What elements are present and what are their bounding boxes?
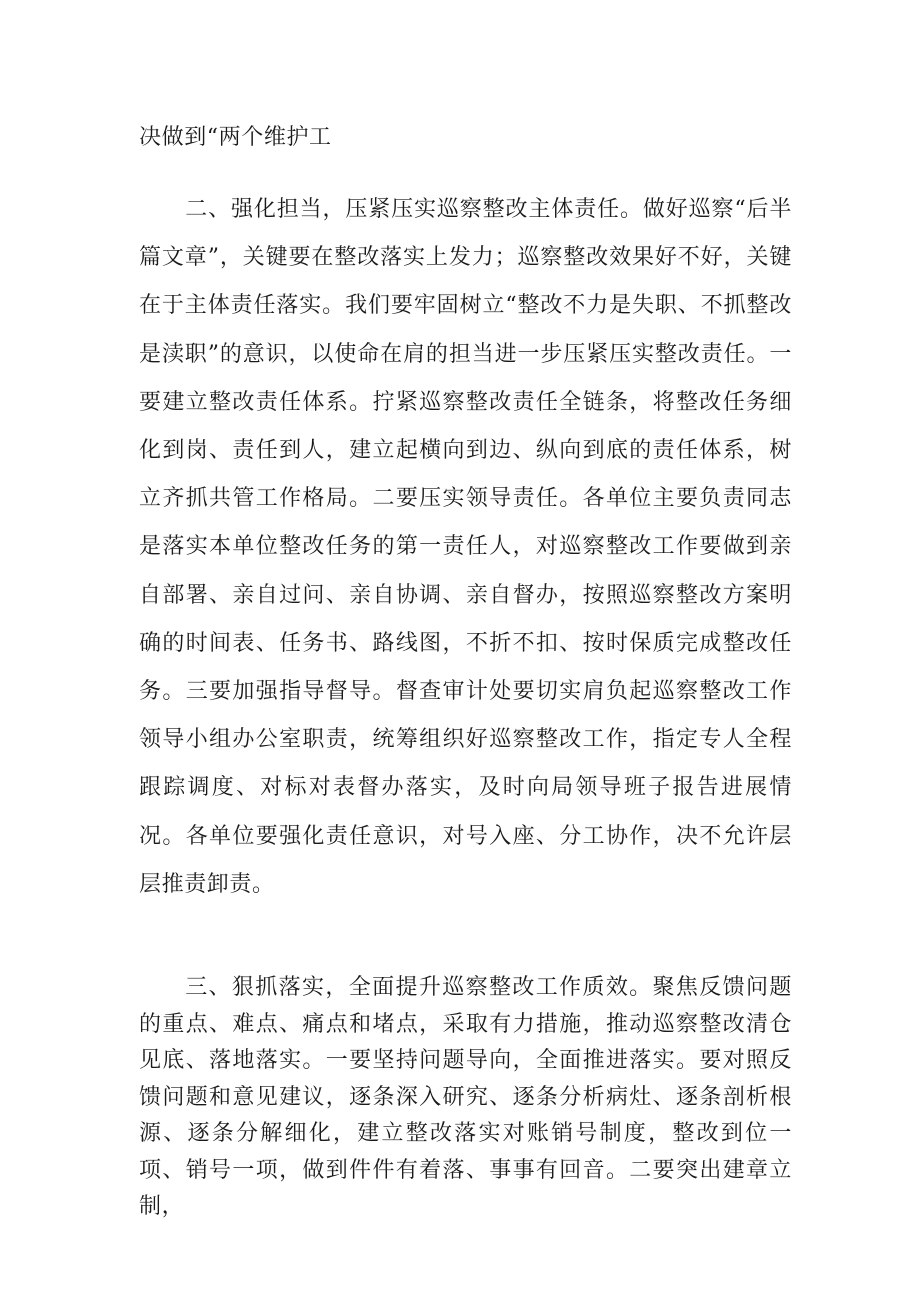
paragraph-section-three: 三、狠抓落实，全面提升巡察整改工作质效。聚焦反馈问题的重点、难点、痛点和堵点，采取有力措施，推动巡察整改清仓见底、落地落实。一要坚持问题导向，全面推进落实。要对照反馈问题和意见建议，逐条深入研究、逐条分析病灶、逐条剖析根源、逐条分解细化，建立整改落实对账销号制度，整改到位一项、销号一项，做到件件有着落、事事有回音。二要突出建章立制， — [139, 975, 792, 1219]
paragraph-section-two: 二、强化担当，压紧压实巡察整改主体责任。做好巡察“后半篇文章”，关键要在整改落实上发力；巡察整改效果好不好，关键在于主体责任落实。我们要牢固树立“整改不力是失职、不抓整改是渎职”的意识，以使命在肩的担当进一步压紧压实整改责任。一要建立整改责任体系。拧紧巡察整改责任全链条，将整改任务细化到岗、责任到人，建立起横向到边、纵向到底的责任体系，树立齐抓共管工作格局。二要压实领导责任。各单位主要负责同志是落实本单位整改任务的第一责任人，对巡察整改工作要做到亲自部署、亲自过问、亲自协调、亲自督办，按照巡察整改方案明确的时间表、任务书、路线图，不折不扣、按时保质完成整改任务。三要加强指导督导。督查审计处要切实肩负起巡察整改工作领导小组办公室职责，统筹组织好巡察整改工作，指定专人全程跟踪调度、对标对表督办落实，及时向局领导班子报告进展情况。各单位要强化责任意识，对号入座、分工协作，决不允许层层推责卸责。 — [139, 197, 792, 897]
paragraph-fragment: 决做到“两个维护工 — [139, 125, 332, 150]
